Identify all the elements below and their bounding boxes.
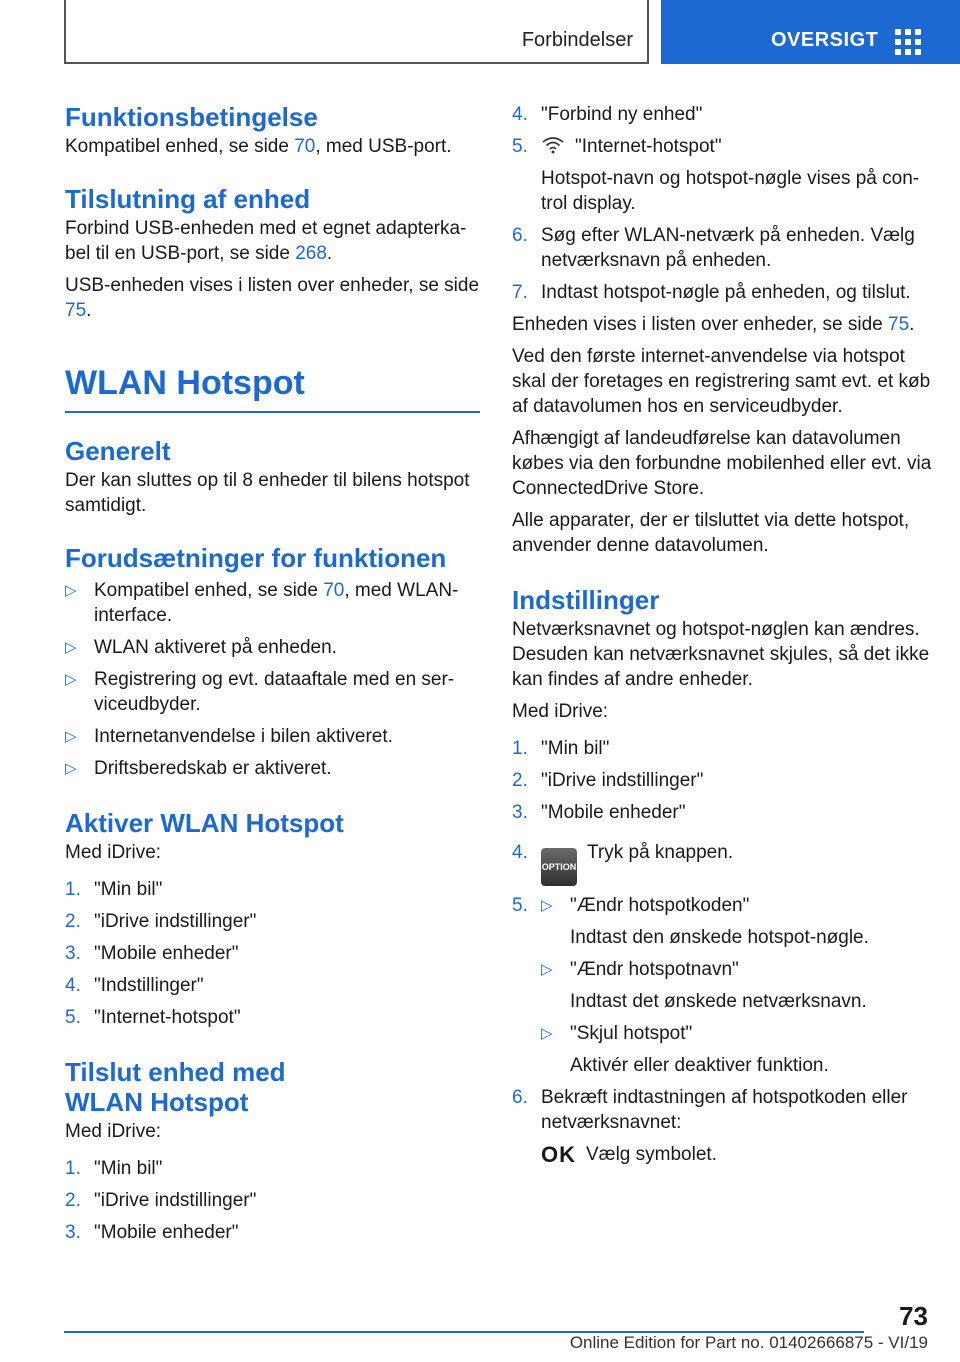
list-item: ▷ "Ændr hotspotnavn" Indtast det ønskede netværksnavn. — [541, 957, 932, 1014]
overview-label: OVERSIGT — [771, 29, 879, 51]
list-item: 2. "iDrive indstillinger" — [512, 770, 704, 791]
list-item: ▷ WLAN aktiveret på enheden. — [65, 635, 480, 660]
paragraph: Afhængigt af landeudførelse kan datavolumen købes via den forbundne mobilenhed eller evt. via ConnectedDrive Store. — [512, 428, 932, 499]
steps-list — [512, 736, 932, 1167]
list-item: 6. Bekræft indtastningen af hotspotkoden eller netværksnavnet: OK Vælg symbolet. — [512, 1087, 908, 1167]
list-item: 1. "Min bil" — [512, 738, 610, 759]
heading-tilslut-enhed: Tilslut enhed med WLAN Hotspot — [65, 1057, 286, 1117]
list-item: 3. "Mobile enheder" — [65, 943, 239, 964]
footer-edition-text: Online Edition for Part no. 01402666875 - VI/19 — [569, 1333, 928, 1352]
ok-icon: OK — [541, 1142, 576, 1167]
sub-options-list — [541, 893, 932, 1078]
list-item: 5. ▷ "Ændr hotspotkoden" Indtast den ønskede hotspot-nøgle. ▷ "Ændr hotspotnavn" Indtast det ønskede netværksnavn. ▷ "Skjul hotspot" Aktivér eller deaktiver funktion. — [512, 893, 932, 1078]
page-link[interactable]: 75 — [888, 314, 910, 335]
paragraph: Med iDrive: — [512, 701, 609, 722]
list-item: 7. Indtast hotspot-nøgle på enheden, og tilslut. — [512, 282, 911, 303]
list-item: 4. "Indstillinger" — [65, 975, 204, 996]
list-item: 6. Søg efter WLAN-netværk på enheden. Vælg netværksnavn på enheden. — [512, 225, 915, 271]
right-column — [512, 102, 932, 1167]
paragraph: Der kan sluttes op til 8 enheder til bilens hotspot samtidigt. — [65, 470, 470, 516]
option-button-icon: OPTION — [541, 848, 577, 886]
step-note: Hotspot-navn og hotspot-nøgle vises på con-trol display. — [541, 168, 920, 214]
requirements-list — [65, 578, 480, 781]
heading-aktiver: Aktiver WLAN Hotspot — [65, 808, 344, 838]
paragraph: Enheden vises i listen over enheder, se side 75. — [512, 314, 915, 335]
heading-tilslutning: Tilslutning af enhed — [65, 184, 311, 214]
list-item: 1. "Min bil" — [65, 879, 163, 900]
section-tab[interactable] — [64, 0, 649, 64]
list-item: 1. "Min bil" — [65, 1158, 163, 1179]
wifi-icon — [541, 136, 565, 154]
page-link[interactable]: 75 — [65, 300, 87, 321]
heading-forudsaetninger: Forudsætninger for funktionen — [65, 543, 447, 573]
heading-generelt: Generelt — [65, 436, 171, 466]
list-item: ▷ Driftsberedskab er aktiveret. — [65, 756, 480, 781]
paragraph: Netværksnavnet og hotspot-nøglen kan ændres. Desuden kan netværksnavnet skjules, så det ikke kan findes af andre enheder. — [512, 619, 930, 690]
paragraph: Med iDrive: — [65, 842, 162, 863]
chapter-title: WLAN Hotspot — [65, 363, 480, 413]
paragraph: Kompatibel enhed, se side 70, med USB-port. — [65, 136, 452, 157]
list-item: ▷ "Ændr hotspotkoden" Indtast den ønskede hotspot-nøgle. — [541, 893, 932, 950]
page-link[interactable]: 268 — [295, 243, 327, 264]
list-item: 3. "Mobile enheder" — [512, 802, 686, 823]
steps-list — [65, 1156, 480, 1245]
paragraph: Forbind USB-enheden med et egnet adapterka-bel til en USB-port, se side 268. — [65, 218, 467, 264]
page-number: 73 — [899, 1301, 928, 1331]
grid-icon — [895, 29, 921, 53]
heading-indstillinger: Indstillinger — [512, 585, 660, 615]
list-item: ▷ "Skjul hotspot" Aktivér eller deaktiver funktion. — [541, 1021, 932, 1078]
list-item: ▷ Registrering og evt. dataaftale med en ser-viceudbyder. — [65, 667, 480, 717]
paragraph: Alle apparater, der er tilsluttet via dette hotspot, anvender denne datavolumen. — [512, 510, 910, 556]
paragraph: Ved den første internet-anvendelse via hotspot skal der foretages en registrering samt evt. et køb af datavolumen hos en serviceudbyder. — [512, 346, 931, 417]
list-item: 4. OPTIONTryk på knappen. — [512, 840, 932, 886]
paragraph: Med iDrive: — [65, 1121, 162, 1142]
section-tab-label: Forbindelser — [521, 29, 633, 51]
paragraph: USB-enheden vises i listen over enheder, se side 75. — [65, 275, 480, 321]
heading-funktionsbetingelse: Funktionsbetingelse — [65, 102, 318, 132]
list-item: 5. "Internet-hotspot" — [65, 1007, 241, 1028]
list-item: 4. "Forbind ny enhed" — [512, 104, 703, 125]
steps-list — [512, 102, 932, 305]
list-item: 2. "iDrive indstillinger" — [65, 1190, 257, 1211]
left-column — [65, 102, 480, 1245]
page-link[interactable]: 70 — [294, 136, 316, 157]
list-item: 3. "Mobile enheder" — [65, 1222, 239, 1243]
overview-button[interactable] — [661, 0, 960, 64]
steps-list — [65, 877, 480, 1030]
page-link[interactable]: 70 — [323, 580, 345, 601]
list-item: ▷ Kompatibel enhed, se side 70, med WLAN-interface. — [65, 578, 480, 628]
list-item: 2. "iDrive indstillinger" — [65, 911, 257, 932]
list-item: ▷ Internetanvendelse i bilen aktiveret. — [65, 724, 480, 749]
list-item: 5. "Internet-hotspot" Hotspot-navn og hotspot-nøgle vises på con-trol display. — [512, 134, 932, 216]
